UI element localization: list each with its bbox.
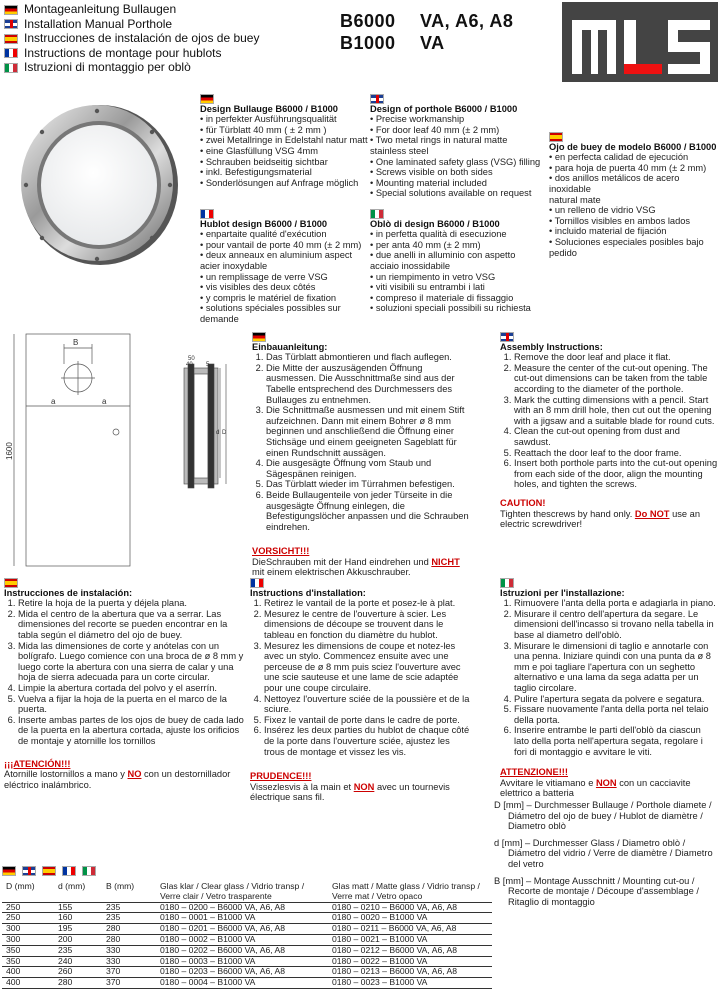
table-cell: 0180 – 0203 – B6000 VA, A6, A8 (156, 967, 328, 978)
step-fr: 6. Insérez les deux parties du hublot de chaque côté de la porte dans l'ouverture sciée, ajustez les trous de montage et vissez les vis. (264, 725, 470, 757)
step-en: 5. Reattach the door leaf to the door frame. (514, 448, 718, 459)
dim-d: d (216, 430, 220, 436)
flag-de-icon (252, 332, 266, 342)
flag-uk-icon (500, 332, 514, 342)
table-cell: 0180 – 0212 – B6000 VA, A6, A8 (328, 945, 492, 956)
design-es-block: Ojo de buey de modelo B6000 / B1000 • en perfecta calidad de ejecución • para hoja de puerta 40 mm (± 2 mm) • dos anillos metálicos de acero inoxidable natural mate • un relleno de vidrio VSG • Tornillos visibles en ambos lados • incluido material de fijación • Soluciones especiales posibles bajo pedido (549, 131, 719, 258)
step-es: 6. Inserte ambas partes de los ojos de buey de cada lado de la puerta en la abertura cortada, ajuste los orificios de montaje y atornille los tornillos (18, 715, 246, 747)
step-es: 1. Retire la hoja de la puerta y déjela plana. (18, 598, 246, 609)
label-a-left: a (51, 397, 56, 406)
flag-es-icon (4, 578, 18, 588)
table-cell: 240 (54, 956, 102, 967)
flag-de-icon (4, 5, 18, 15)
design-fr-item: • enpartaite qualité d'exécution (200, 229, 327, 240)
table-cell: 0180 – 0003 – B1000 VA (156, 956, 328, 967)
table-cell: 235 (54, 945, 102, 956)
table-row (2, 967, 492, 978)
step-de: 3. Die Schnittmaße ausmessen und mit einem Stift aufzeichnen. Dann mit einem Bohrer ø 8 mm beginnen und anschließend die Öffnung einer Stichsäge und einem geeigneten Sageblatt für einen Rundschnitt aussägen. (266, 405, 470, 458)
design-de-item: • zwei Metallringe in Edelstahl natur matt (200, 135, 368, 146)
table-cell: 400 (2, 978, 54, 989)
design-de-item: • Schrauben beidseitig sichtbar (200, 156, 328, 167)
table-row (2, 945, 492, 956)
step-fr: 3. Mesurez les dimensions de coupe et notez-les avec un stylo. Commencez ensuite avec une perceuse de ø 8 mm puis sciez l'ouverture avec une scie sauteuse et une lame de scie adaptée pour une coupe circulaire. (264, 641, 470, 694)
flag-es-icon (549, 132, 563, 142)
flag-uk-icon (370, 94, 384, 104)
design-en-item: • Screws visible on both sides (370, 167, 493, 178)
title-fr: Instructions de montage pour hublots (4, 46, 259, 61)
dim-40: 40 (186, 362, 193, 368)
design-it-item: acciaio inossidabile (370, 260, 451, 271)
design-de-block: Design Bullauge B6000 / B1000 • in perfekter Ausführungsqualität • für Türblatt 40 mm ( ± 2 mm ) • zwei Metallringe in Edelstahl natur matt • eine Glasfüllung VSG 4mm • Schrauben beidseitig sichtbar • inkl. Befestigungsmaterial • Sonderlösungen auf Anfrage möglich (200, 93, 372, 188)
table-cell: 280 (102, 934, 156, 945)
door-drawing (6, 330, 132, 570)
step-fr: 2. Mesurez le centre de l'ouverture à scier. Les dimensions de découpe se trouvent dans le tableau en fonction du diamètre du hublot. (264, 609, 470, 641)
design-es-item: • para hoja de puerta 40 mm (± 2 mm) (549, 162, 707, 173)
dim-50: 50 (188, 356, 195, 362)
step-de: 1. Das Türblatt abmontieren und flach auflegen. (266, 352, 470, 363)
design-fr-item: • y compris le matériel de fixation (200, 292, 337, 303)
step-de: 5. Das Türblatt wieder im Türrahmen befestigen. (266, 479, 470, 490)
table-cell: 0180 – 0021 – B1000 VA (328, 934, 492, 945)
caution-en: CAUTION! Tighten thescrews by hand only. Do NOT use an electric screwdriver! (500, 497, 700, 530)
table-cell: 250 (2, 913, 54, 924)
table-row (2, 956, 492, 967)
design-en-item: • Mounting material included (370, 177, 487, 188)
flag-fr-icon (250, 578, 264, 588)
title-es: Instrucciones de instalación de ojos de buey (4, 31, 259, 46)
flag-de-icon (2, 866, 16, 876)
title-en: Installation Manual Porthole (4, 17, 259, 32)
instructions-en: Assembly Instructions: 1. Remove the door leaf and place it flat. 2. Measure the center of the cut-out opening. The cut-out dimensions can be taken from the table according to the diameter of the porthole. 3. Mark the cutting dimensions with a pencil. Start with an 8 mm drill hole, then cut out the opening with a jigsaw and a suitable blade for round cuts. 4. Clean the cut-out opening from dust and sawdust. 5. Reattach the door leaf to the door frame. 6. Insert both porthole parts into the cut-out opening from each side of the door, align the mounting holes, and tighten the screws. CAUTION! Tighten thescrews by hand only. Do NOT use an electric screwdriver! (500, 331, 718, 530)
design-it-item: • compreso il materiale di fissaggio (370, 292, 514, 303)
design-fr-block: Hublot design B6000 / B1000 • enpartaite qualité d'exécution • pour vantail de porte 40 mm (± 2 mm) • deux anneaux en aluminium aspect acier inoxydable • un remplissage de verre VSG • vis visibles des deux côtés • y compris le matériel de fixation • solutions spéciales possibles sur demande (200, 208, 368, 325)
table-header: Glas matt / Matte glass / Vidrio transp / Verre mat / Vetro opaco (328, 882, 492, 902)
flag-it-icon (82, 866, 96, 876)
step-it: 2. Misurare il centro dell'apertura da segare. Le dimensioni dell'incasso si trovano nella tabella in base al diametro dell'oblò. (514, 609, 718, 641)
table-row (2, 902, 492, 913)
table-row (2, 934, 492, 945)
step-en: 6. Insert both porthole parts into the cut-out opening from each side of the door, align the mounting holes, and tighten the screws. (514, 458, 718, 490)
table-cell: 0180 – 0210 – B6000 VA, A6, A8 (328, 902, 492, 913)
size-table (2, 882, 492, 989)
flag-it-icon (500, 578, 514, 588)
design-es-item: pedido (549, 247, 577, 258)
table-row (2, 913, 492, 924)
instructions-es: Instrucciones de instalación: 1. Retire la hoja de la puerta y déjela plana. 2. Mida el centro de la abertura que va a serrar. Las dimensiones del recorte se pueden encontrar en la tabla según el diámetro del ojo de buey. 3. Mida las dimensiones de corte y anótelas con un bolígrafo. Luego comience con una broca de ø 8 mm y luego corte la abertura con una sierra de calar y una hoja de sierra adecuada para un corte circular. 4. Limpie la abertura cortada del polvo y el aserrín. 5. Vuelva a fijar la hoja de la puerta en el marco de la puerta. 6. Inserte ambas partes de los ojos de buey de cada lado de la puerta en la abertura cortada, ajuste los orificios de montaje y atornille los tornillos ¡¡¡ATENCIÓN!!! Atornille lostornillos a mano y NO con un destornillador eléctrico inalámbrico. (4, 577, 246, 790)
flag-es-icon (42, 866, 56, 876)
step-en: 3. Mark the cutting dimensions with a pencil. Start with an 8 mm drill hole, then cut out the opening with a jigsaw and a suitable blade for round cuts. (514, 395, 718, 427)
dimension-legend (494, 800, 718, 907)
step-it: 6. Inserire entrambe le parti dell'oblò da ciascun lato della porta nell'apertura segata, regolare i fori di montaggio e avvitare le viti. (514, 725, 718, 757)
design-en-item: • Two metal rings in natural matte (370, 135, 508, 146)
table-cell: 260 (54, 967, 102, 978)
flag-fr-icon (200, 209, 214, 219)
design-en-item: • Special solutions available on request (370, 188, 532, 199)
table-cell: 160 (54, 913, 102, 924)
title-de: Montageanleitung Bullaugen (4, 2, 259, 17)
table-cell: 0180 – 0023 – B1000 VA (328, 978, 492, 989)
design-it-block: Oblò di design B6000 / B1000 • in perfetta qualità di esecuzione • per anta 40 mm (± 2 mm) • due anelli in alluminio con aspetto acciaio inossidabile • un riempimento in vetro VSG • viti visibili su entrambi i lati • compreso il materiale di fissaggio • soluzioni speciali possibili su richiesta (370, 208, 548, 314)
design-fr-item: • solutions spéciales possibles sur (200, 303, 341, 314)
flag-es-icon (4, 34, 18, 44)
design-es-item: • Soluciones especiales posibles bajo (549, 236, 704, 247)
table-cell: 0180 – 0001 – B1000 VA (156, 913, 328, 924)
table-row (2, 978, 492, 989)
table-cell: 330 (102, 956, 156, 967)
design-it-item: • in perfetta qualità di esecuzione (370, 229, 507, 240)
table-header: d (mm) (54, 882, 102, 902)
company-logo (562, 2, 718, 82)
step-it: 5. Fissare nuovamente l'anta della porta nel telaio della porta. (514, 704, 718, 725)
caution-it: ATTENZIONE!!! Avvitare le vitiamano e NON con un cacciavite elettrico a batteria (500, 767, 691, 799)
step-it: 4. Pulire l'apertura segata da polvere e segatura. (514, 694, 718, 705)
design-fr-item: • deux anneaux en aluminium aspect (200, 250, 353, 261)
legend-d: d [mm] – Durchmesser Glass / Diametro oblò / Diámetro del vidrio / Verre de diamètre / Diametro del vetro (494, 837, 713, 869)
section-drawing (180, 354, 250, 486)
step-fr: 4. Nettoyez l'ouverture sciée de la poussière et de la sciure. (264, 694, 470, 715)
design-en-block: Design of porthole B6000 / B1000 • Precise workmanship • For door leaf 40 mm (± 2 mm) • Two metal rings in natural matte stainless steel • One laminated safety glass (VSG) filling • Screws visible on both sides • Mounting material included • Special solutions available on request (370, 93, 548, 199)
design-fr-item: demande (200, 313, 239, 324)
table-cell: 0180 – 0022 – B1000 VA (328, 956, 492, 967)
table-cell: 370 (102, 978, 156, 989)
step-it: 3. Misurare le dimensioni di taglio e annotarle con una penna. Iniziare quindi con una punta da ø 8 mm e poi tagliare l'apertura con un seghetto alternativo e una lama da sega adatta per un taglio circolare. (514, 641, 718, 694)
design-es-item: • un relleno de vidrio VSG (549, 205, 656, 216)
table-cell: 0180 – 0200 – B6000 VA, A6, A8 (156, 902, 328, 913)
design-it-item: • viti visibili su entrambi i lati (370, 282, 485, 293)
title-it: Istruzioni di montaggio per oblò (4, 60, 259, 75)
design-en-item: • For door leaf 40 mm (± 2 mm) (370, 124, 500, 135)
design-it-item: • per anta 40 mm (± 2 mm) (370, 239, 481, 250)
design-de-item: • eine Glasfüllung VSG 4mm (200, 145, 318, 156)
table-cell: 0180 – 0213 – B6000 VA, A6, A8 (328, 967, 492, 978)
table-cell: 0180 – 0004 – B1000 VA (156, 978, 328, 989)
instructions-fr: Instructions d'installation: 1. Retirez le vantail de la porte et posez-le à plat. 2. Mesurez le centre de l'ouverture à scier. Les dimensions de découpe se trouvent dans le tableau en fonction du diamètre du hublot. 3. Mesurez les dimensions de coupe et notez-les avec un stylo. Commencez ensuite avec une perceuse de ø 8 mm puis sciez l'ouverture avec une scie sauteuse et une lame de scie adaptée pour une coupe circulaire. 4. Nettoyez l'ouverture sciée de la poussière et de la sciure. 5. Fixez le vantail de porte dans le cadre de porte. 6. Insérez les deux parties du hublot de chaque côté de la porte dans l'ouverture sciée, ajustez les trous de montage et vissez les vis. PRUDENCE!!! Vissezlesvis à la main et NON avec un tournevis électrique sans fil. (250, 577, 470, 803)
design-fr-item: • un remplissage de verre VSG (200, 271, 328, 282)
design-en-item: • Precise workmanship (370, 114, 465, 125)
table-cell: 0180 – 0002 – B1000 VA (156, 934, 328, 945)
step-en: 2. Measure the center of the cut-out opening. The cut-out dimensions can be taken from the table according to the diameter of the porthole. (514, 363, 718, 395)
table-cell: 280 (54, 978, 102, 989)
model-numbers: B6000 VA, A6, A8 B1000 VA (340, 11, 514, 53)
step-de: 2. Die Mitte der auszusägenden Öffnung ausmessen. Die Ausschnittmaße sind aus der Tabelle entsprechend des Durchmessers des Bullauges zu entnehmen. (266, 363, 470, 405)
step-de: 4. Die ausgesägte Öffnung vom Staub und Sägespänen reinigen. (266, 458, 470, 479)
instructions-de: Einbauanleitung: 1. Das Türblatt abmontieren und flach auflegen. 2. Die Mitte der auszusägenden Öffnung ausmessen. Die Ausschnittmaße sind aus der Tabelle entsprechend des Durchmessers des Bullauges zu entnehmen. 3. Die Schnittmaße ausmessen und mit einem Stift aufzeichnen. Dann mit einem Bohrer ø 8 mm beginnen und anschließend die Öffnung einer Stichsäge und einem geeigneten Sageblatt für einen Rundschnitt aussägen. 4. Die ausgesägte Öffnung vom Staub und Sägespänen reinigen. 5. Das Türblatt wieder im Türrahmen befestigen. 6. Beide Bullaugenteile von jeder Türseite in die ausgesägte Öffnung einlegen, die Befestigungslöcher anpassen und die Schrauben eindrehen. VORSICHT!!! DieSchrauben mit der Hand eindrehen und NICHT mit einem elektrischen Akkuschrauber. (252, 331, 470, 578)
table-cell: 195 (54, 924, 102, 935)
flag-uk-icon (4, 19, 18, 29)
design-es-item: • en perfecta calidad de ejecución (549, 152, 689, 163)
design-es-item: • incluido material de fijación (549, 226, 667, 237)
caution-de: VORSICHT!!! DieSchrauben mit der Hand eindrehen und NICHT mit einem elektrischen Akkuschrauber. (252, 546, 460, 578)
step-en: 1. Remove the door leaf and place it flat. (514, 352, 718, 363)
design-fr-item: • vis visibles des deux côtés (200, 282, 316, 293)
table-cell: 0180 – 0202 – B6000 VA, A6, A8 (156, 945, 328, 956)
design-es-item: • Tornillos visibles en ambos lados (549, 215, 691, 226)
design-es-item: • dos anillos metálicos de acero inoxidable (549, 173, 680, 194)
dim-5: 5 (206, 362, 210, 368)
design-de-item: • in perfekter Ausführungsqualität (200, 114, 337, 125)
step-fr: 1. Retirez le vantail de la porte et posez-le à plat. (264, 598, 470, 609)
legend-B: B [mm] – Montage Ausschnitt / Mounting cut-ou / Recorte de montaje / Découpe d'assemblage / Ritaglio di montaggio (494, 875, 699, 907)
design-de-item: • inkl. Befestigungsmaterial (200, 167, 312, 178)
flag-fr-icon (62, 866, 76, 876)
table-cell: 250 (2, 902, 54, 913)
size-table-block (2, 862, 492, 989)
flag-it-icon (370, 209, 384, 219)
table-header: D (mm) (2, 882, 54, 902)
design-de-item: • Sonderlösungen auf Anfrage möglich (200, 177, 359, 188)
table-cell: 300 (2, 934, 54, 945)
design-it-item: • soluzioni speciali possibili su richiesta (370, 303, 531, 314)
header-title-block (4, 2, 259, 75)
table-cell: 200 (54, 934, 102, 945)
step-en: 4. Clean the cut-out opening from dust and sawdust. (514, 426, 718, 447)
design-de-item: • für Türblatt 40 mm ( ± 2 mm ) (200, 124, 327, 135)
table-cell: 300 (2, 924, 54, 935)
table-cell: 350 (2, 945, 54, 956)
table-header: Glas klar / Clear glass / Vidrio transp / Verre clair / Vetro trasparente (156, 882, 328, 902)
step-es: 5. Vuelva a fijar la hoja de la puerta en el marco de la puerta. (18, 694, 246, 715)
table-row (2, 924, 492, 935)
table-cell: 235 (102, 902, 156, 913)
flag-de-icon (200, 94, 214, 104)
table-cell: 0180 – 0211 – B6000 VA, A6, A8 (328, 924, 492, 935)
caution-es: ¡¡¡ATENCIÓN!!! Atornille lostornillos a mano y NO con un destornillador eléctrico inalámbrico. (4, 758, 231, 790)
design-it-item: • due anelli in alluminio con aspetto (370, 250, 516, 261)
table-header: B (mm) (102, 882, 156, 902)
step-fr: 5. Fixez le vantail de porte dans le cadre de porte. (264, 715, 470, 726)
label-a-right: a (102, 397, 107, 406)
step-es: 4. Limpie la abertura cortada del polvo y el aserrín. (18, 683, 246, 694)
flag-it-icon (4, 63, 18, 73)
design-en-item: stainless steel (370, 145, 429, 156)
step-de: 6. Beide Bullaugenteile von jeder Türseite in die ausgesägte Öffnung einlegen, die Befestigungslöcher anpassen und die Schrauben eindrehen. (266, 490, 470, 532)
step-es: 3. Mida las dimensiones de corte y anótelas con un bolígrafo. Luego comience con una broca de ø 8 mm y luego corte la abertura con una sierra de calar y una hoja de sierra adecuada para un corte circular. (18, 641, 246, 683)
label-b: B (73, 338, 79, 347)
label-1600: 1600 (5, 442, 14, 460)
design-en-item: • One laminated safety glass (VSG) filling (370, 156, 541, 167)
porthole-image (12, 100, 182, 270)
step-es: 2. Mida el centro de la abertura que va a serrar. Las dimensiones del recorte se pueden encontrar en la tabla según el diámetro del ojo de buey. (18, 609, 246, 641)
flag-fr-icon (4, 48, 18, 58)
table-cell: 370 (102, 967, 156, 978)
step-it: 1. Rimuovere l'anta della porta e adagiarla in piano. (514, 598, 718, 609)
table-cell: 280 (102, 924, 156, 935)
instructions-it: Istruzioni per l'installazione: 1. Rimuovere l'anta della porta e adagiarla in piano. 2. Misurare il centro dell'apertura da segare. Le dimensioni dell'incasso si trovano nella tabella in base al diametro dell'oblò. 3. Misurare le dimensioni di taglio e annotarle con una penna. Iniziare quindi con una punta da ø 8 mm e poi tagliare l'apertura con un seghetto alternativo e una lama da sega adatta per un taglio circolare. 4. Pulire l'apertura segata da polvere e segatura. 5. Fissare nuovamente l'anta della porta nel telaio della porta. 6. Inserire entrambe le parti dell'oblò da ciascun lato della porta nell'apertura segata, regolare i fori di montaggio e avvitare le viti. ATTENZIONE!!! Avvitare le vitiamano e NON con un cacciavite elettrico a batteria (500, 577, 718, 799)
caution-fr: PRUDENCE!!! Vissezlesvis à la main et NON avec un tournevis électrique sans fil. (250, 771, 450, 803)
legend-D: D [mm] – Durchmesser Bullauge / Porthole diamete / Diámetro del ojo de buey / Hublot de diamètre / Diametro oblò (494, 800, 712, 832)
table-cell: 350 (2, 956, 54, 967)
design-es-item: natural mate (549, 194, 601, 205)
design-fr-item: • pour vantail de porte 40 mm (± 2 mm) (200, 239, 362, 250)
design-fr-item: acier inoxydable (200, 260, 268, 271)
dim-D: D (222, 430, 227, 436)
design-it-item: • un riempimento in vetro VSG (370, 271, 496, 282)
flag-uk-icon (22, 866, 36, 876)
table-cell: 400 (2, 967, 54, 978)
table-cell: 155 (54, 902, 102, 913)
table-cell: 235 (102, 913, 156, 924)
table-cell: 0180 – 0020 – B1000 VA (328, 913, 492, 924)
table-cell: 330 (102, 945, 156, 956)
table-cell: 0180 – 0201 – B6000 VA, A6, A8 (156, 924, 328, 935)
